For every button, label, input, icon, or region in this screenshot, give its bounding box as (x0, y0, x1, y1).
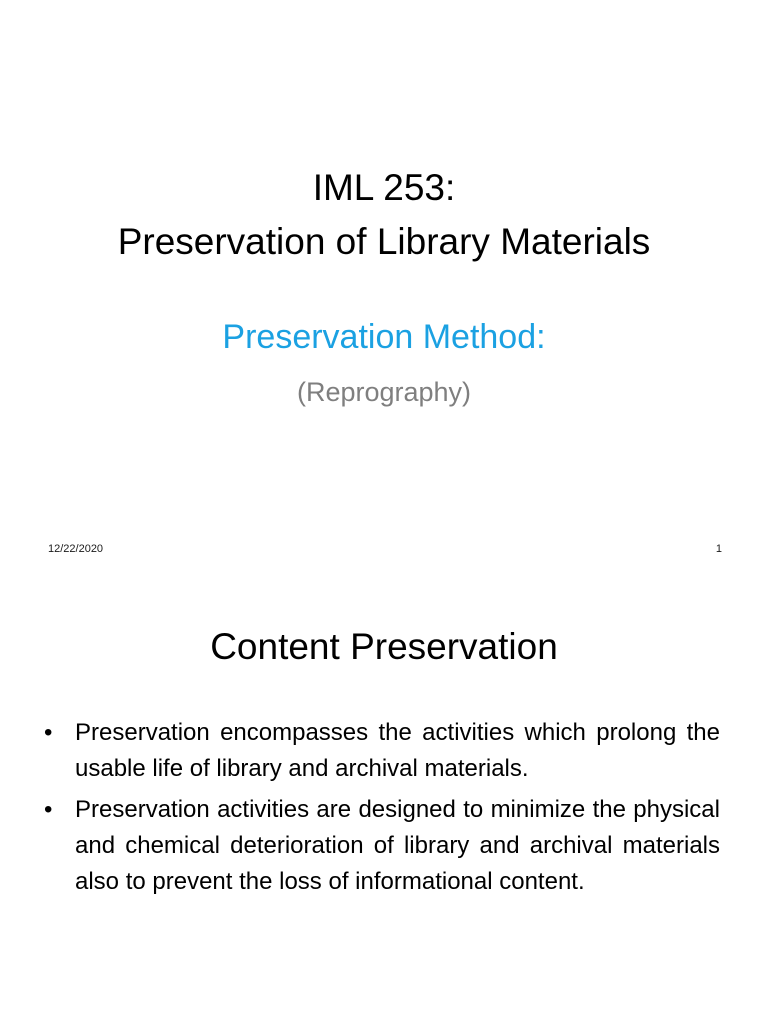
slide-date: 12/22/2020 (48, 543, 104, 555)
bullet-item (44, 792, 720, 900)
slide-subnote: (Reprography) (296, 377, 472, 407)
bullet-item (44, 715, 720, 787)
bullet-marker: • (44, 796, 53, 823)
slide-heading: Content Preservation (210, 626, 558, 667)
slide-title-line-2: Preservation of Library Materials (117, 221, 651, 262)
bullet-text: Preservation encompasses the activities which prolong the usable life of library and archival materials. (75, 719, 720, 782)
bullet-list (44, 715, 720, 905)
slide-title-line-1: IML 253: (312, 167, 456, 208)
slide-2 (0, 576, 768, 1024)
slide-subtitle: Preservation Method: (222, 318, 546, 356)
slide-page-number: 1 (715, 543, 722, 555)
bullet-marker: • (44, 719, 53, 746)
bullet-text: Preservation activities are designed to minimize the physical and chemical deterioration of library and archival materials also to prevent the loss of informational content. (75, 796, 720, 895)
